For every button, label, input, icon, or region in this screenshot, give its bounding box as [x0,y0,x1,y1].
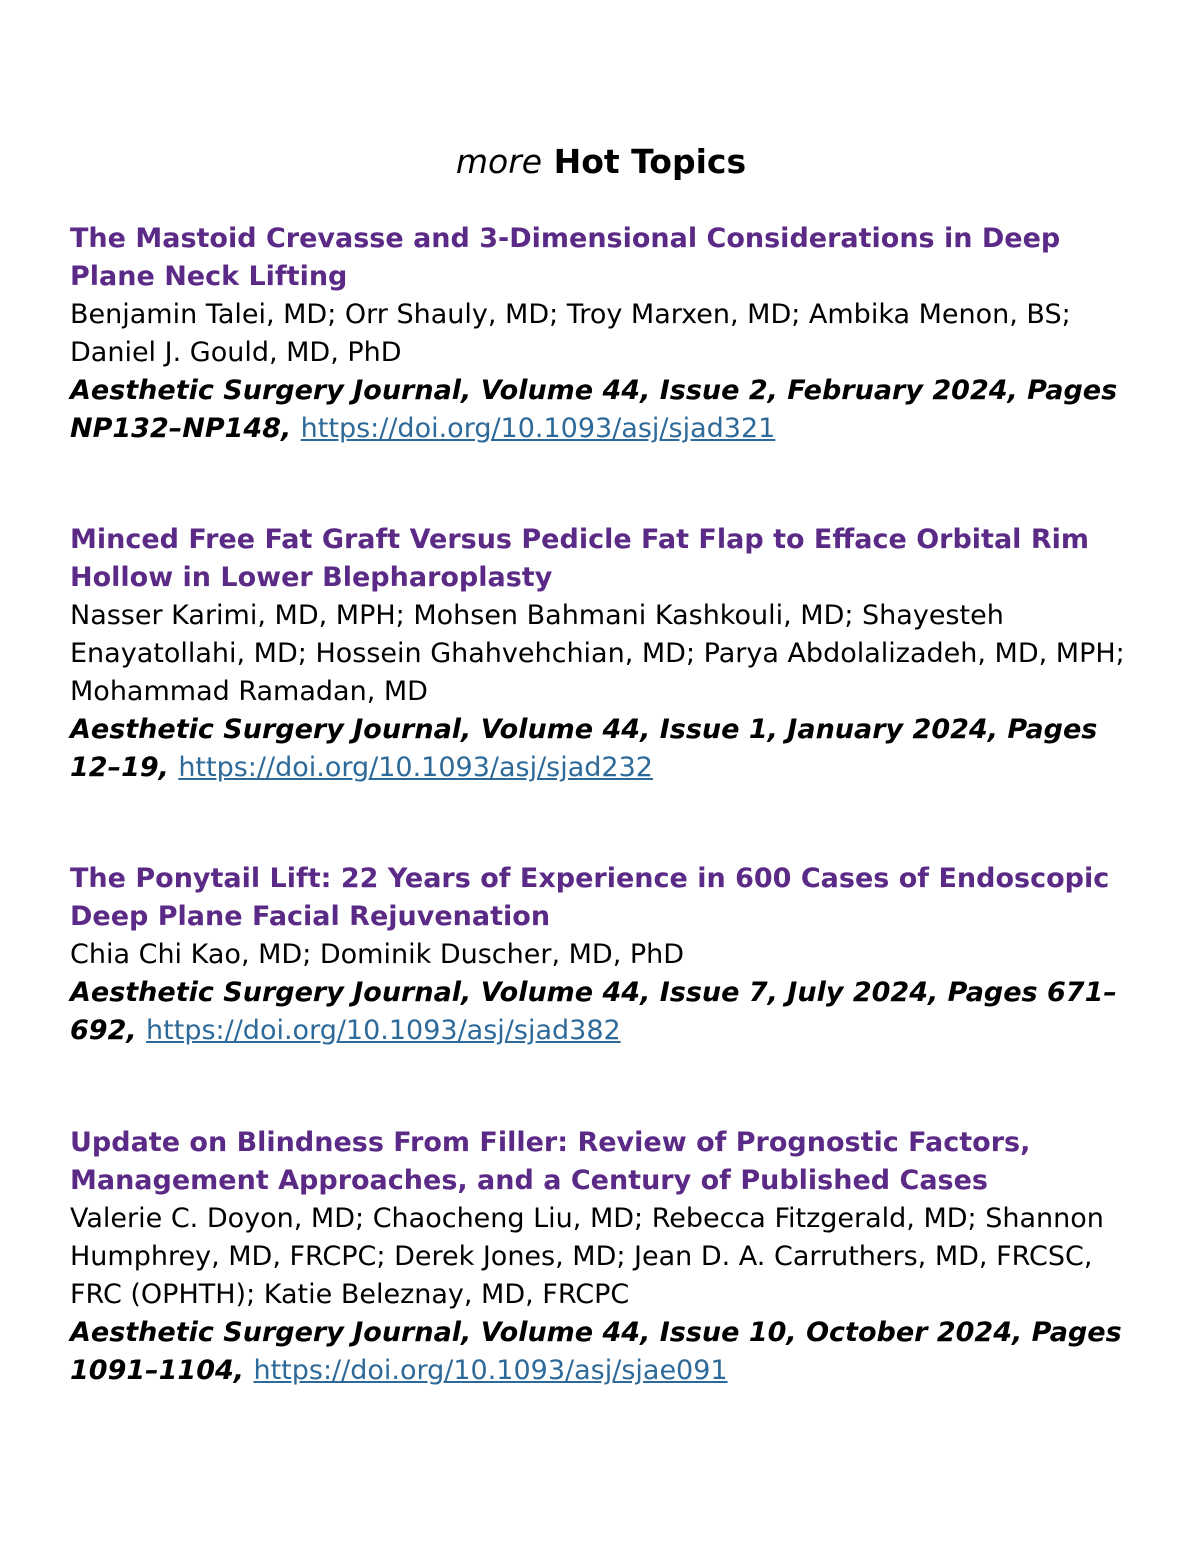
article-title: Update on Blindness From Filler: Review of Prognostic Factors, Management Approaches, and a Century of Published Cases [70,1127,1031,1196]
doi-link[interactable]: https://doi.org/10.1093/asj/sjad232 [178,752,653,783]
article-title: Minced Free Fat Graft Versus Pedicle Fat Flap to Efface Orbital Rim Hollow in Lower Blepharoplasty [70,524,1089,593]
article-authors: Nasser Karimi, MD, MPH; Mohsen Bahmani Kashkouli, MD; Shayesteh Enayatollahi, MD; Hossein Ghahvehchian, MD; Parya Abdolalizadeh, MD, MPH; Mohammad Ramadan, MD [70,600,1125,707]
citation-text: Aesthetic Surgery Journal, Volume 44, Issue 2, February 2024, Pages NP132–NP148, [70,375,1118,444]
article-citation [70,372,1132,448]
article-citation [70,1314,1132,1390]
doi-link[interactable]: https://doi.org/10.1093/asj/sjad382 [146,1015,621,1046]
doi-link[interactable]: https://doi.org/10.1093/asj/sjad321 [300,413,776,444]
heading-main: Hot Topics [553,142,747,181]
article-title: The Ponytail Lift: 22 Years of Experience in 600 Cases of Endoscopic Deep Plane Facial Rejuvenation [70,863,1110,932]
article-title: The Mastoid Crevasse and 3-Dimensional Considerations in Deep Plane Neck Lifting [70,223,1061,292]
article-authors: Benjamin Talei, MD; Orr Shauly, MD; Troy Marxen, MD; Ambika Menon, BS; Daniel J. Gould, MD, PhD [70,299,1071,368]
doi-link[interactable]: https://doi.org/10.1093/asj/sjae091 [253,1355,728,1386]
citation-text: Aesthetic Surgery Journal, Volume 44, Issue 7, July 2024, Pages 671–692, [70,977,1117,1046]
article-entry [70,860,1132,1050]
article-authors: Valerie C. Doyon, MD; Chaocheng Liu, MD; Rebecca Fitzgerald, MD; Shannon Humphrey, MD, FRCPC; Derek Jones, MD; Jean D. A. Carruthers, MD, FRCSC, FRC (OPHTH); Katie Beleznay, MD, FRCPC [70,1203,1104,1310]
article-entry [70,1124,1132,1390]
article-authors: Chia Chi Kao, MD; Dominik Duscher, MD, PhD [70,939,685,970]
article-citation [70,974,1132,1050]
citation-text: Aesthetic Surgery Journal, Volume 44, Issue 10, October 2024, Pages 1091–1104, [70,1317,1122,1386]
article-entry [70,521,1132,787]
heading-prefix: more [455,142,543,181]
article-entry [70,220,1132,448]
article-citation [70,711,1132,787]
section-heading [70,140,1132,184]
citation-text: Aesthetic Surgery Journal, Volume 44, Issue 1, January 2024, Pages 12–19, [70,714,1098,783]
